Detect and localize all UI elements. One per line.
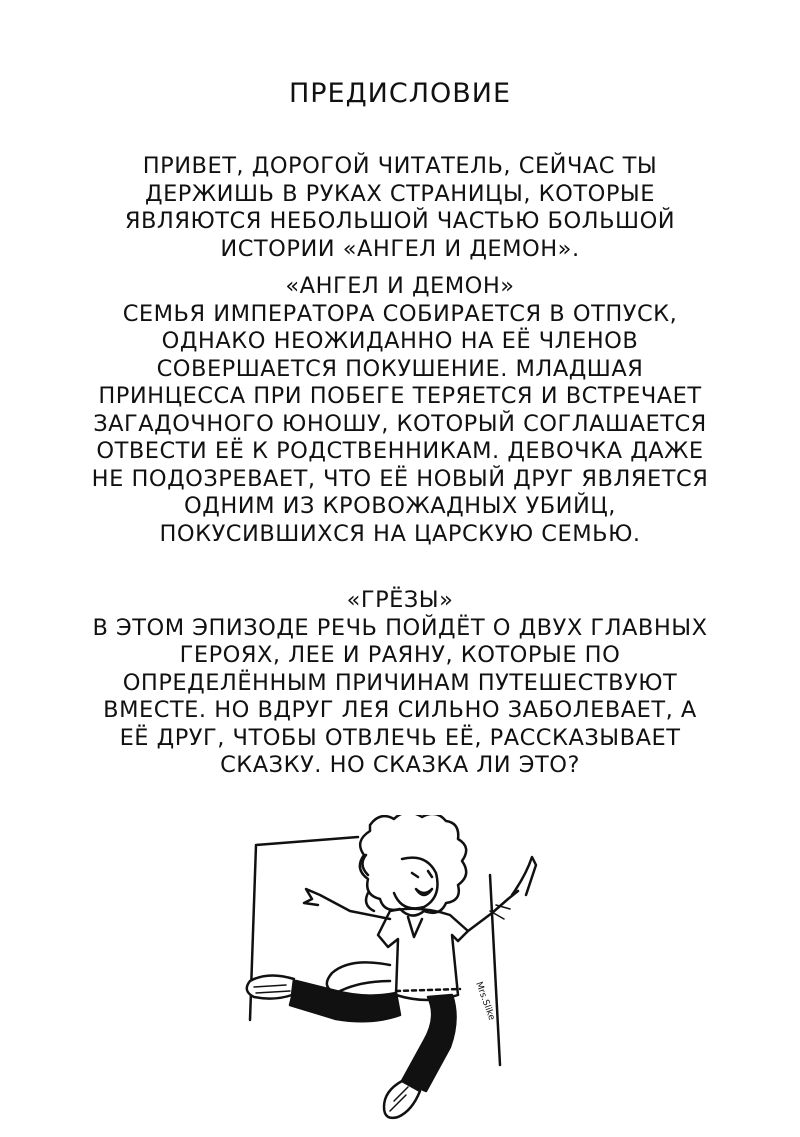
section-heading: «ГРЁЗЫ»	[346, 587, 454, 613]
section-angel-and-demon	[90, 273, 710, 548]
face	[394, 858, 438, 909]
jumping-girl-illustration	[190, 815, 590, 1135]
legs	[290, 981, 456, 1091]
intro-paragraph	[90, 153, 710, 263]
section-text: В ЭТОМ ЭПИЗОДЕ РЕЧЬ ПОЙДЁТ О ДВУХ ГЛАВНЫХ ГЕРОЯХ, ЛЕЕ И РАЯНУ, КОТОРЫЕ ПО ОПРЕДЕЛЁННЫМ ПРИЧИНАМ ПУТЕШЕСТВУЮТ ВМЕСТЕ. НО ВДРУГ ЛЕЯ СИЛЬНО ЗАБОЛЕВАЕТ, А ЕЁ ДРУГ, ЧТОБЫ ОТВЛЕЧЬ ЕЁ, РАССКАЗЫВАЕТ СКАЗКУ. НО СКАЗКА ЛИ ЭТО?	[92, 614, 708, 778]
intro-text: ПРИВЕТ, ДОРОГОЙ ЧИТАТЕЛЬ, СЕЙЧАС ТЫ ДЕРЖИШЬ В РУКАХ СТРАНИЦЫ, КОТОРЫЕ ЯВЛЯЮТСЯ НЕБОЛЬШОЙ ЧАСТЬЮ БОЛЬШОЙ ИСТОРИИ «АНГЕЛ И ДЕМОН».	[124, 153, 676, 262]
page-title: ПРЕДИСЛОВИЕ	[288, 78, 512, 109]
frame-lines	[250, 837, 500, 1065]
tail	[327, 962, 390, 993]
section-heading: «АНГЕЛ И ДЕМОН»	[285, 273, 515, 299]
section-text: СЕМЬЯ ИМПЕРАТОРА СОБИРАЕТСЯ В ОТПУСК, ОДНАКО НЕОЖИДАННО НА ЕЁ ЧЛЕНОВ СОВЕРШАЕТСЯ ПОКУШЕНИЕ. МЛАДШАЯ ПРИНЦЕССА ПРИ ПОБЕГЕ ТЕРЯЕТСЯ И ВСТРЕЧАЕТ ЗАГАДОЧНОГО ЮНОШУ, КОТОРЫЙ СОГЛАШАЕТСЯ ОТВЕСТИ ЕЁ К РОДСТВЕННИКАМ. ДЕВОЧКА ДАЖЕ НЕ ПОДОЗРЕВАЕТ, ЧТО ЕЁ НОВЫЙ ДРУГ ЯВЛЯЕТСЯ ОДНИМ ИЗ КРОВОЖАДНЫХ УБИЙЦ, ПОКУСИВШИХСЯ НА ЦАРСКУЮ СЕМЬЮ.	[91, 300, 709, 547]
section-dreams	[90, 587, 710, 780]
torso	[378, 909, 468, 1000]
signature: Mrs.Slike	[473, 980, 497, 1022]
hair	[360, 815, 466, 916]
